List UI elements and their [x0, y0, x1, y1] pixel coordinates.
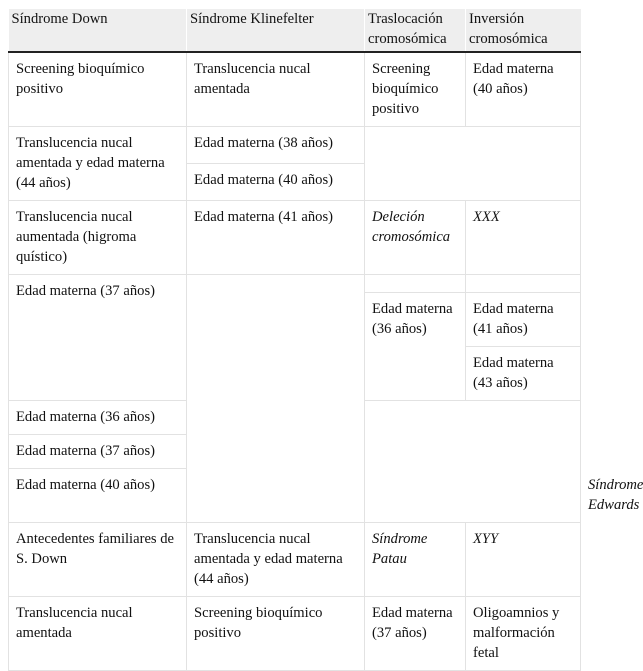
empty-cell [365, 127, 581, 201]
table-cell: Screening bioquímico positivo [9, 52, 187, 127]
table-cell: Síndrome Patau [365, 523, 466, 597]
table-cell: Edad materna (40 años) [9, 469, 187, 523]
table-cell: Screening bioquímico positivo [187, 597, 365, 671]
table-row [9, 275, 581, 293]
table-cell: Edad materna (38 años) [187, 127, 365, 164]
table-cell: Edad materna (41 años) [466, 293, 581, 347]
table-row [9, 523, 581, 597]
empty-cell [466, 275, 581, 293]
empty-cell [365, 401, 581, 523]
table-cell: Screening bioquímico positivo [365, 52, 466, 127]
header-sindrome-klinefelter: Síndrome Klinefelter [187, 9, 365, 52]
table-cell: Edad materna (43 años) [466, 347, 581, 401]
table-cell: XYY [466, 523, 581, 597]
table-cell: Edad materna (40 años) [466, 52, 581, 127]
header-traslocacion: Traslocación cromosómica [365, 9, 466, 52]
table-cell: Edad materna (36 años) [9, 401, 187, 435]
table-row: Edad materna (40 años) Síndrome Edwards [9, 469, 581, 523]
table-row [9, 597, 581, 671]
table-cell: Edad materna (37 años) [9, 435, 187, 469]
table-cell: Edad materna (37 años) [9, 275, 187, 401]
table-cell: Deleción cromosómica [365, 201, 466, 275]
empty-cell [187, 275, 365, 523]
table-cell: Translucencia nucal amentada [9, 597, 187, 671]
table-cell: Translucencia nucal amentada [187, 52, 365, 127]
table-cell: XXX [466, 201, 581, 275]
table-row [9, 52, 581, 127]
data-table [8, 9, 643, 671]
table-cell: Oligoamnios y malformación fetal [466, 597, 581, 671]
empty-cell [365, 275, 466, 293]
table-cell: Edad materna (40 años) [187, 164, 365, 201]
table-row [9, 127, 581, 164]
table-cell: Translucencia nucal aumentada (higroma quístico) [9, 201, 187, 275]
table-container [8, 9, 643, 671]
table-cell: Translucencia nucal amentada y edad materna (44 años) [187, 523, 365, 597]
header-sindrome-down: Síndrome Down [9, 9, 187, 52]
header-inversion: Inversión cromosómica [466, 9, 581, 52]
header-row [9, 9, 581, 52]
table-cell: Translucencia nucal amentada y edad materna (44 años) [9, 127, 187, 201]
table-cell: Antecedentes familiares de S. Down [9, 523, 187, 597]
table-row [9, 201, 581, 275]
table-cell: Edad materna (36 años) [365, 293, 466, 401]
table-cell: Edad materna (37 años) [365, 597, 466, 671]
table-cell: Edad materna (41 años) [187, 201, 365, 275]
